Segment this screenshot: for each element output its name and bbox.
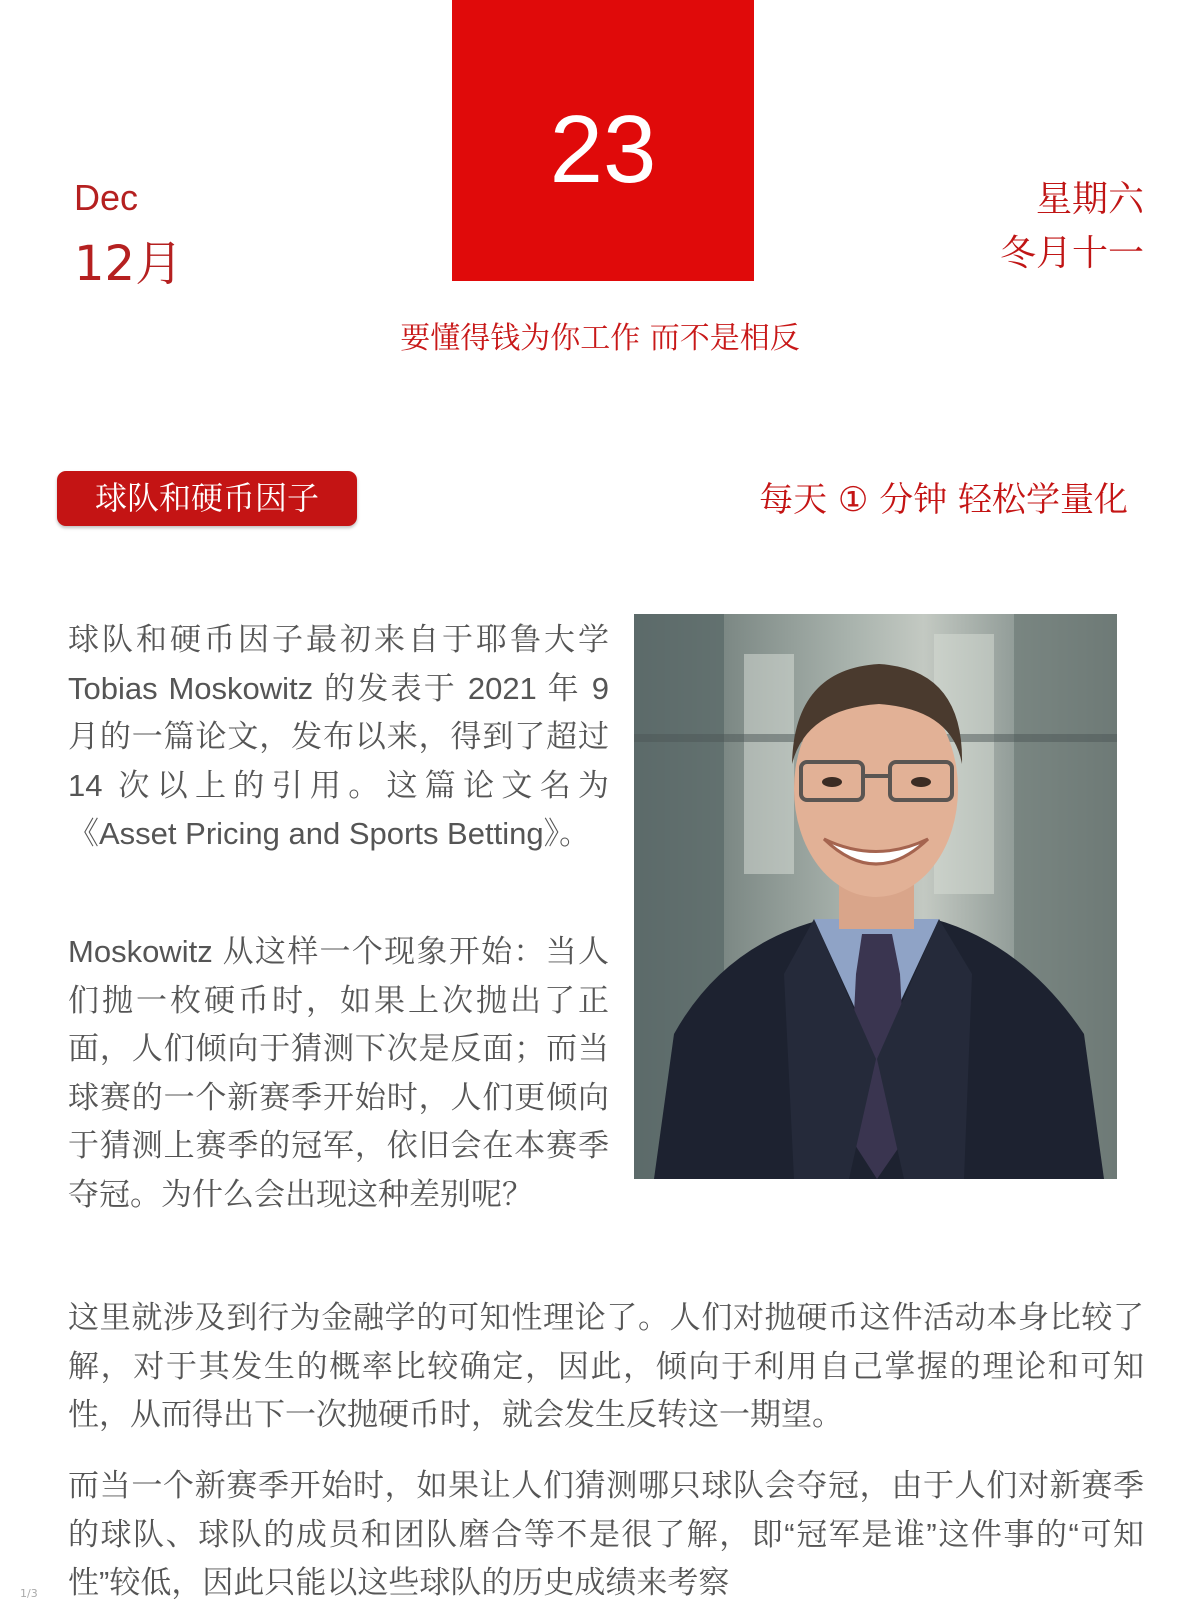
weekday-label: 星期六 — [1035, 179, 1144, 220]
portrait-illustration — [634, 614, 1117, 1179]
article-paragraph: 球队和硬币因子最初来自于耶鲁大学 Tobias Moskowitz 的发表于 2021 年 9 月的一篇论文，发布以来，得到了超过 14 次以上的引用。这篇论文名为《Asset Pricing and Sports Betting》。 — [68, 622, 609, 851]
lunar-date-label: 冬月十一 — [999, 233, 1144, 274]
month-english: Dec — [74, 177, 139, 218]
article-paragraph: 这里就涉及到行为金融学的可知性理论了。人们对抛硬币这件活动本身比较了解，对于其发生的概率比较确定，因此，倾向于利用自己掌握的理论和可知性，从而得出下一次抛硬币时，就会发生反转这一期望。 — [68, 1300, 1144, 1432]
article-paragraph: Moskowitz 从这样一个现象开始：当人们抛一枚硬币时，如果上次抛出了正面，人们倾向于猜测下次是反面；而当球赛的一个新赛季开始时，人们更倾向于猜测上赛季的冠军，依旧会在本赛季夺冠。为什么会出现这种差别呢？ — [68, 934, 609, 1212]
topic-title-badge: 球队和硬币因子 — [57, 471, 357, 526]
article-paragraph: 而当一个新赛季开始时，如果让人们猜测哪只球队会夺冠，由于人们对新赛季的球队、球队的成员和团队磨合等不是很了解，即“冠军是谁”这件事的“可知性”较低，因此只能以这些球队的历史成绩来考察 — [68, 1468, 1144, 1600]
day-number: 23 — [549, 96, 657, 203]
topic-slogan: 每天 ① 分钟 轻松学量化 — [759, 480, 1128, 520]
date-block — [452, 0, 754, 281]
month-chinese: 12月 — [74, 236, 184, 292]
daily-motto: 要懂得钱为你工作 而不是相反 — [400, 321, 800, 356]
page-indicator: 1/3 — [20, 1587, 38, 1600]
author-portrait-image — [634, 614, 1117, 1179]
